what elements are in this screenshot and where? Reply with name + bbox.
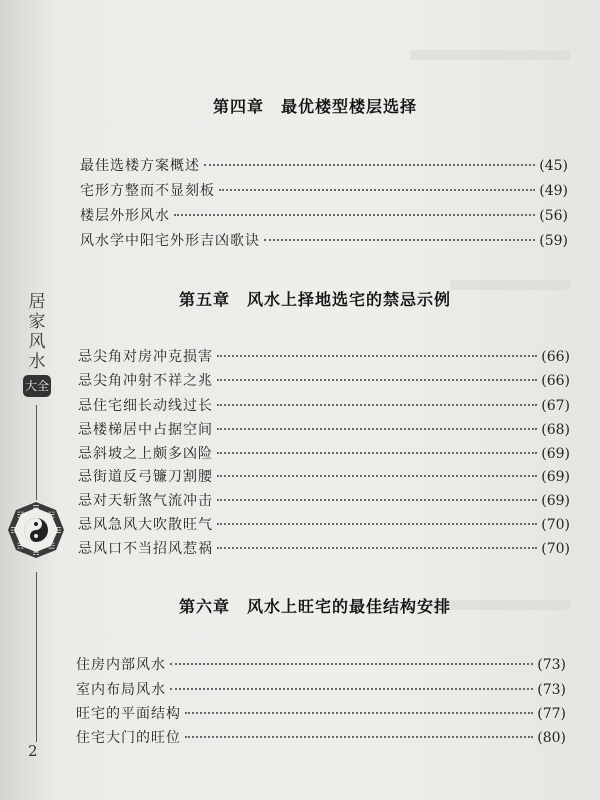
- toc-entry-title: 忌尖角对房冲克损害: [78, 349, 213, 365]
- toc-entry-page: (66): [541, 373, 570, 389]
- chapter-heading: 第五章 风水上择地选宅的禁忌示例: [178, 290, 451, 309]
- toc-entry-page: (70): [541, 541, 570, 557]
- bagua-icon: [6, 500, 66, 560]
- toc-entry-title: 忌对天斩煞气流冲击: [78, 493, 213, 509]
- toc-entry[interactable]: [78, 490, 570, 510]
- toc-entry-page: (69): [541, 493, 570, 509]
- toc-leader-dots: [219, 189, 535, 191]
- toc-entry-title: 忌楼梯居中占据空间: [78, 422, 213, 438]
- toc-entry-page: (68): [541, 422, 570, 438]
- trigram-glyph: ☷: [16, 510, 24, 520]
- toc-leader-dots: [185, 736, 533, 738]
- trigram-glyph: ☵: [16, 541, 24, 551]
- chapter-heading: 第六章 风水上旺宅的最佳结构安排: [178, 597, 451, 616]
- toc-entry-title: 忌街道反弓镰刀割腰: [78, 469, 213, 485]
- toc-entry-title: 室内布局风水: [76, 682, 166, 698]
- toc-entry-title: 忌住宅细长动线过长: [78, 398, 213, 414]
- toc-entry-page: (59): [539, 233, 568, 249]
- toc-entry[interactable]: [80, 205, 568, 225]
- trigram-glyph: ☴: [32, 548, 40, 557]
- toc-entry-page: (66): [541, 349, 570, 365]
- side-title: [26, 292, 48, 372]
- toc-leader-dots: [264, 239, 535, 241]
- toc-leader-dots: [204, 164, 535, 166]
- side-title-char: 居: [28, 292, 46, 312]
- trigram-glyph: ☰: [32, 504, 40, 513]
- toc-entry-title: 住宅大门的旺位: [76, 730, 181, 746]
- toc-entry[interactable]: [76, 679, 566, 699]
- toc-entry[interactable]: [78, 538, 570, 558]
- toc-entry-page: (73): [537, 657, 566, 673]
- trigram-glyph: ☳: [48, 541, 56, 551]
- toc-entry-title: 忌风急风大吹散旺气: [78, 517, 213, 533]
- toc-entry-page: (69): [541, 469, 570, 485]
- show-through: [410, 50, 570, 60]
- toc-entry-page: (56): [539, 208, 568, 224]
- toc-entry[interactable]: [78, 466, 570, 486]
- trigram-glyph: ☱: [48, 510, 56, 520]
- side-divider: [36, 405, 37, 500]
- toc-leader-dots: [217, 547, 537, 549]
- toc-entry-page: (69): [541, 446, 570, 462]
- page-number: 2: [28, 742, 38, 760]
- toc-entry-title: 宅形方整而不显刻板: [80, 183, 215, 199]
- toc-entry-page: (80): [537, 730, 566, 746]
- toc-entry[interactable]: [78, 443, 570, 463]
- side-divider: [36, 572, 37, 742]
- toc-leader-dots: [217, 523, 537, 525]
- toc-entry-page: (73): [537, 682, 566, 698]
- toc-leader-dots: [185, 712, 533, 714]
- toc-entry-title: 忌尖角冲射不祥之兆: [78, 373, 213, 389]
- toc-entry[interactable]: [80, 230, 568, 250]
- toc-leader-dots: [217, 379, 537, 381]
- toc-leader-dots: [217, 404, 537, 406]
- side-title-char: 家: [28, 312, 46, 332]
- toc-entry-page: (67): [541, 398, 570, 414]
- toc-entry[interactable]: [80, 180, 568, 200]
- toc-leader-dots: [217, 428, 537, 430]
- toc-entry[interactable]: [76, 727, 566, 747]
- toc-entry[interactable]: [78, 370, 570, 390]
- toc-leader-dots: [174, 214, 535, 216]
- toc-leader-dots: [217, 355, 537, 357]
- toc-leader-dots: [217, 475, 537, 477]
- toc-entry[interactable]: [78, 419, 570, 439]
- toc-entry-title: 旺宅的平面结构: [76, 706, 181, 722]
- side-title-char: 水: [28, 352, 46, 372]
- toc-leader-dots: [170, 688, 533, 690]
- toc-entry-title: 最佳选楼方案概述: [80, 158, 200, 174]
- toc-entry-page: (77): [537, 706, 566, 722]
- toc-entry-title: 风水学中阳宅外形吉凶歌诀: [80, 233, 260, 249]
- toc-entry-title: 忌斜坡之上颇多凶险: [78, 446, 213, 462]
- toc-entry-page: (70): [541, 517, 570, 533]
- toc-entry-title: 楼层外形风水: [80, 208, 170, 224]
- toc-entry[interactable]: [78, 346, 570, 366]
- toc-leader-dots: [170, 663, 533, 665]
- toc-leader-dots: [217, 499, 537, 501]
- toc-entry[interactable]: [76, 703, 566, 723]
- trigram-glyph: ☲: [54, 526, 62, 535]
- toc-entry[interactable]: [78, 514, 570, 534]
- toc-entry-title: 忌风口不当招风惹祸: [78, 541, 213, 557]
- side-title-char: 风: [28, 332, 46, 352]
- trigram-glyph: ☶: [10, 526, 18, 535]
- toc-entry-page: (45): [539, 158, 568, 174]
- chapter-heading: 第四章 最优楼型楼层选择: [212, 97, 417, 116]
- toc-leader-dots: [217, 452, 537, 454]
- toc-entry-page: (49): [539, 183, 568, 199]
- toc-entry[interactable]: [78, 395, 570, 415]
- toc-entry[interactable]: [80, 155, 568, 175]
- toc-entry[interactable]: [76, 654, 566, 674]
- side-badge: 大全: [23, 375, 51, 397]
- toc-entry-title: 住房内部风水: [76, 657, 166, 673]
